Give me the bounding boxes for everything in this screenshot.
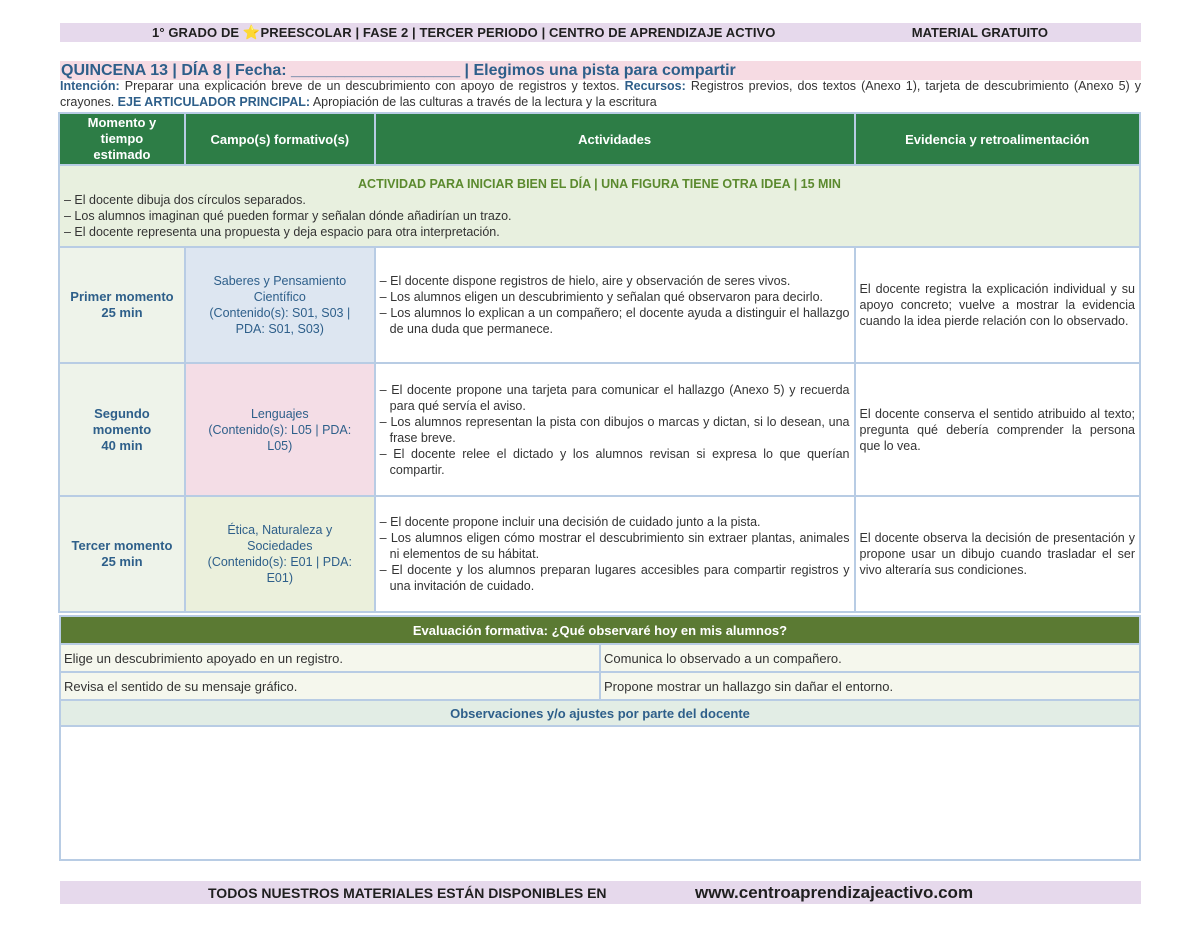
- recursos-label: Recursos:: [624, 79, 686, 93]
- evaluation-item: Elige un descubrimiento apoyado en un registro.: [60, 644, 600, 672]
- header-band: [60, 23, 1141, 42]
- eje-label: EJE ARTICULADOR PRINCIPAL:: [117, 94, 311, 109]
- header-actividades: Actividades: [375, 113, 855, 165]
- observations-area: [60, 726, 1140, 860]
- header-band-left: 1° GRADO DE ⭐PREESCOLAR | FASE 2 | TERCER PERIODO | CENTRO DE APRENDIZAJE ACTIVO: [152, 24, 776, 40]
- intro-cell: [59, 165, 1140, 247]
- intencion-label: Intención:: [60, 79, 120, 93]
- evaluation-item: Revisa el sentido de su mensaje gráfico.: [60, 672, 600, 700]
- activity-item: – El docente y los alumnos preparan lugares accesibles para compartir registros y una invitación de cuidado.: [380, 562, 850, 594]
- intro-line: – El docente representa una propuesta y deja espacio para otra interpretación.: [64, 225, 500, 239]
- table-row: [59, 247, 1140, 363]
- activities-cell: [375, 496, 855, 612]
- activity-item: – Los alumnos lo explican a un compañero; el docente ayuda a distinguir el hallazgo de una duda que permanece.: [380, 305, 850, 337]
- moment-cell: Primer momento 25 min: [59, 247, 185, 363]
- activities-cell: [375, 247, 855, 363]
- header-band-right: MATERIAL GRATUITO: [911, 25, 1048, 40]
- table-header-row: [59, 113, 1140, 165]
- star-icon: ⭐: [242, 24, 261, 40]
- footer-text: TODOS NUESTROS MATERIALES ESTÁN DISPONIBLES EN: [208, 884, 607, 901]
- page-title: QUINCENA 13 | DÍA 8 | Fecha: ___________________ | Elegimos una pista para compartir: [60, 61, 1141, 80]
- eje-text: Apropiación de las culturas a través de la lectura y la escritura: [310, 94, 657, 109]
- activity-item: – El docente dispone registros de hielo, aire y observación de seres vivos.: [380, 273, 850, 289]
- evaluation-header: [60, 616, 1140, 644]
- campo-cell: Lenguajes (Contenido(s): L05 | PDA: L05): [185, 363, 375, 496]
- footer-website-link[interactable]: www.centroaprendizajeactivo.com: [695, 882, 974, 902]
- evaluation-item: Propone mostrar un hallazgo sin dañar el entorno.: [600, 672, 1140, 700]
- activity-item: – El docente propone incluir una decisión de cuidado junto a la pista.: [380, 514, 850, 530]
- table-row: [60, 672, 1140, 700]
- moment-cell: Segundo momento 40 min: [59, 363, 185, 496]
- header-momento: Momento y tiempo estimado: [59, 113, 185, 165]
- evidence-cell: El docente observa la decisión de presentación y propone usar un dibujo cuando trasladar el ser vivo alteraría sus condiciones.: [855, 496, 1140, 612]
- activity-item: – Los alumnos eligen un descubrimiento y señalan qué observaron para decirlo.: [380, 289, 850, 305]
- recursos-text: Registros previos, dos textos (Anexo 1), tarjeta de descubrimiento (Anexo 5) y crayones.: [60, 79, 1141, 109]
- evidence-cell: El docente conserva el sentido atribuido al texto; pregunta qué debería comprender la persona que lo vea.: [855, 363, 1140, 496]
- evaluation-table: [59, 615, 1141, 861]
- moment-cell: Tercer momento 25 min: [59, 496, 185, 612]
- activity-item: – Los alumnos eligen cómo mostrar el descubrimiento sin extraer plantas, animales ni elementos de su hábitat.: [380, 530, 850, 562]
- table-row: [59, 496, 1140, 612]
- header-evidencia: Evidencia y retroalimentación: [855, 113, 1140, 165]
- evaluation-title: Evaluación formativa: ¿Qué observaré hoy en mis alumnos?: [60, 616, 1140, 644]
- header-campo: Campo(s) formativo(s): [185, 113, 375, 165]
- footer-band: [60, 881, 1141, 904]
- evaluation-item: Comunica lo observado a un compañero.: [600, 644, 1140, 672]
- plan-table: [58, 112, 1141, 613]
- campo-cell: Saberes y Pensamiento Científico (Contenido(s): S01, S03 | PDA: S01, S03): [185, 247, 375, 363]
- campo-cell: Ética, Naturaleza y Sociedades (Contenido(s): E01 | PDA: E01): [185, 496, 375, 612]
- activities-cell: [375, 363, 855, 496]
- intencion-text: Preparar una explicación breve de un descubrimiento con apoyo de registros y textos.: [119, 79, 625, 93]
- intro-line: – El docente dibuja dos círculos separados.: [64, 193, 306, 207]
- observations-title: Observaciones y/o ajustes por parte del docente: [60, 700, 1140, 726]
- intro-title: ACTIVIDAD PARA INICIAR BIEN EL DÍA | UNA FIGURA TIENE OTRA IDEA | 15 MIN: [358, 177, 841, 191]
- activity-item: – Los alumnos representan la pista con dibujos o marcas y dictan, si lo desean, una frase breve.: [380, 414, 850, 446]
- activity-item: – El docente relee el dictado y los alumnos revisan si expresa lo que querían compartir.: [380, 446, 850, 478]
- intro-row: [59, 165, 1140, 247]
- observations-box[interactable]: [60, 726, 1140, 860]
- activity-item: – El docente propone una tarjeta para comunicar el hallazgo (Anexo 5) y recuerda para qué servía el aviso.: [380, 382, 850, 414]
- observations-header: [60, 700, 1140, 726]
- intro-line: – Los alumnos imaginan qué pueden formar y señalan dónde añadirían un trazo.: [64, 209, 512, 223]
- intention-block: [60, 79, 1141, 110]
- evidence-cell: El docente registra la explicación individual y su apoyo concreto; vuelve a mostrar la evidencia cuando la idea pierde relación con lo observado.: [855, 247, 1140, 363]
- table-row: [60, 644, 1140, 672]
- table-row: [59, 363, 1140, 496]
